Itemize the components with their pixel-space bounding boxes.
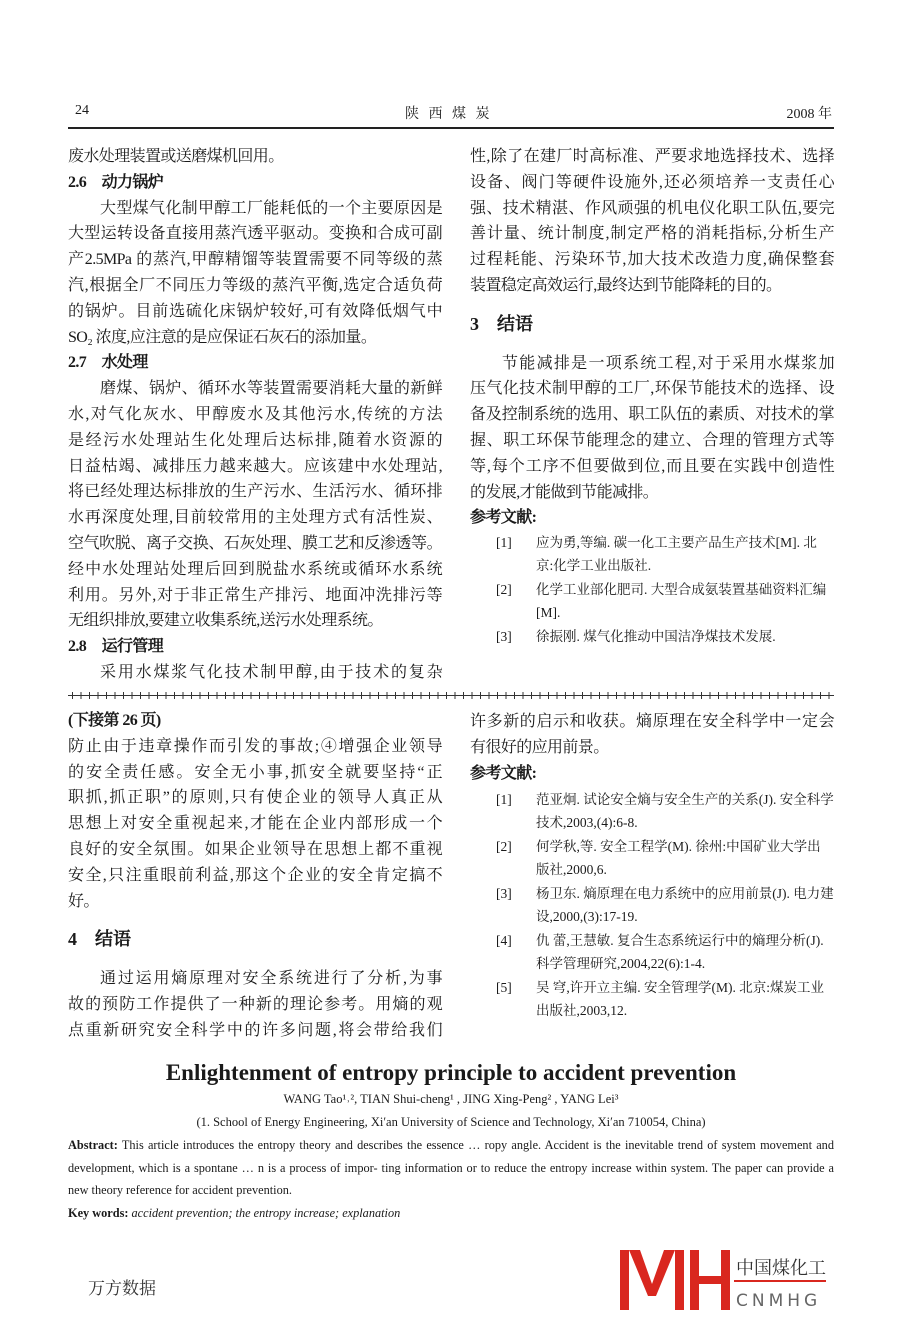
reference-text: 吴 穹,许开立主编. 安全管理学(M). 北京:煤炭工业出版社,2003,12.	[536, 980, 824, 1019]
heading-line: 2.7 水处理	[68, 354, 148, 372]
page-number: 24	[75, 103, 89, 118]
right-column-top	[470, 144, 834, 649]
text-line: 职抓,抓正职”的原则,只有使企业的领导人真正从	[68, 789, 442, 807]
reference-text: 应为勇,等编. 碳一化工主要产品生产技术[M]. 北京:化学工业出版社.	[536, 535, 817, 574]
text-line: 压气化技术制甲醇的工厂,环保节能技术的选择、设	[470, 380, 834, 398]
text-line: 等,每个工序不但要做到位,而且要在实践中创造性	[470, 457, 834, 475]
reference-number: [5]	[496, 980, 512, 996]
references-list-2	[470, 788, 834, 1022]
reference-number: [1]	[496, 792, 512, 808]
reference-item	[470, 835, 834, 881]
heading-line: 参考文献:	[470, 764, 537, 782]
text-line: 利用。另外,对于非正常生产排污、地面冲洗排污等	[68, 586, 442, 604]
left-column-bottom	[68, 708, 442, 1044]
reference-number: [3]	[496, 886, 512, 902]
reference-text: 范亚炯. 试论安全熵与安全生产的关系(J). 安全科学技术,2003,(4):6-8.	[536, 792, 834, 831]
text-line: 装置稳定高效运行,最终达到节能降耗的目的。	[470, 276, 782, 294]
keywords-text: accident prevention; the entropy increase; explanation	[131, 1206, 401, 1221]
text-line: 良好的安全氛围。如果企业领导在思想上都不重视	[68, 840, 442, 858]
right-bottom-lines	[470, 709, 834, 786]
keywords-label: Key words:	[68, 1206, 129, 1221]
abstract-text: ting information or to reduce the entropy increase within system. The paper can provide a new theory reference for accident prevention.	[68, 1160, 834, 1198]
text-line: 将已经处理达标排放的生产污水、生活污水、循环排	[68, 483, 442, 501]
reference-item	[470, 976, 834, 1022]
english-section	[68, 1058, 834, 1225]
text-line: 强、技术精湛、作风顽强的机电仪化职工队伍,要完	[470, 199, 834, 217]
text-line: 防止由于违章操作而引发的事故;④增强企业领导	[68, 737, 442, 755]
text-line: 的安全责任感。安全无小事,抓安全就要坚持“正	[68, 763, 442, 781]
text-line: 产2.5MPa 的蒸汽,甲醇精馏等装置需要不同等级的蒸	[68, 251, 442, 269]
left-bottom-lines	[68, 708, 442, 914]
reference-text: 杨卫东. 熵原理在电力系统中的应用前景(J). 电力建设,2000,(3):17-19.	[536, 886, 834, 925]
text-line: 好。	[68, 892, 99, 910]
english-authors: WANG Tao¹˒², TIAN Shui-cheng¹ , JING Xing-Peng² , YANG Lei³	[283, 1092, 619, 1106]
heading-line: 参考文献:	[470, 509, 537, 527]
journal-year: 2008 年	[786, 107, 832, 122]
text-line: SO₂ 浓度,应注意的是应保证石灰石的添加量。	[68, 328, 377, 346]
watermark-cn-text: 中国煤化工	[736, 1258, 826, 1279]
reference-text: 何学秋,等. 安全工程学(M). 徐州:中国矿业大学出版社,2000,6.	[536, 839, 821, 878]
text-line: 空气吹脱、离子交换、石灰处理、膜工艺和反渗透等。	[68, 534, 442, 552]
text-line: 通过运用熵原理对安全系统进行了分析,为事	[100, 970, 442, 988]
abstract-row: Abstract: This article introduces the entropy theory and describes the essence … ropy angle. Accident is the inevitable trend of system movement and development, which is a spontane … n is a process of impor- ting information or to reduce the entropy increase within system. The paper can provide a new theory reference for accident prevention.	[68, 1138, 834, 1198]
right-column-conclusion	[470, 351, 834, 532]
text-line: 性,除了在建厂时高标准、严要求地选择技术、选择	[470, 148, 834, 165]
text-line: 的锅炉。目前选硫化床锅炉较好,可有效降低烟气中	[68, 302, 442, 320]
text-line: 节能减排是一项系统工程,对于采用水煤浆加	[502, 354, 834, 372]
reference-item	[470, 882, 834, 928]
reference-number: [3]	[496, 629, 512, 645]
abstract-label: Abstract:	[68, 1138, 118, 1152]
reference-number: [2]	[496, 582, 512, 598]
reference-number: [4]	[496, 933, 512, 949]
reference-text: 化学工业部化肥司. 大型合成氨装置基础资料汇编[M].	[536, 582, 827, 621]
text-line: 许多新的启示和收获。熵原理在安全科学中一定会	[470, 713, 834, 730]
text-line: 采用水煤浆气化技术制甲醇,由于技术的复杂	[100, 663, 442, 681]
heading-line: 2.6 动力锅炉	[68, 173, 164, 191]
journal-name: 陕 西 煤 炭	[405, 107, 493, 122]
text-line: 废水处理装置或送磨煤机回用。	[68, 148, 284, 165]
english-title: Enlightenment of entropy principle to accident prevention	[165, 1060, 737, 1085]
reference-text: 仇 蕾,王慧敏. 复合生态系统运行中的熵理分析(J). 科学管理研究,2004,22(6):1-4.	[536, 933, 824, 972]
footer-source: 万方数据	[88, 1279, 156, 1299]
left-column-top	[68, 144, 442, 686]
abstract-text: ropy angle. Accident is	[484, 1138, 602, 1152]
text-line: 备及控制系统的选用、职工队伍的素质、对技术的掌	[470, 406, 834, 424]
header-rule	[68, 127, 834, 129]
text-line: 磨煤、锅炉、循环水等装置需要消耗大量的新鲜	[100, 380, 442, 398]
text-line: 故的预防工作提供了一种新的理论参考。用熵的观	[68, 995, 442, 1013]
cnmhg-logo-icon	[620, 1250, 830, 1312]
text-line: 大型运转设备直接用蒸汽透平驱动。变换和合成可副	[68, 225, 442, 243]
reference-item	[470, 531, 834, 577]
text-line: 安全,只注重眼前利益,那这个企业的安全肯定搞不	[68, 866, 442, 884]
section-heading-3: 3 结语	[470, 313, 533, 334]
right-top-lines	[470, 144, 834, 299]
section-heading-4: 4 结语	[68, 929, 131, 950]
keywords-row	[68, 1202, 834, 1225]
text-line: 水,对气化灰水、甲醇废水及其他污水,传统的方法	[68, 405, 442, 423]
text-line: 大型煤气化制甲醇工厂能耗低的一个主要原因是	[100, 199, 442, 217]
text-line: 的发展,才能做到节能减排。	[470, 483, 659, 501]
references-list-1	[470, 531, 834, 648]
text-line: 水再深度处理,目前较常用的主处理方式有活性炭、	[68, 509, 442, 527]
right-column-bottom	[470, 709, 834, 1023]
text-line: 思想上对安全重视起来,才能在企业内部形成一个	[68, 815, 442, 833]
reference-item	[470, 625, 834, 648]
reference-text: 徐振刚. 煤气化推动中国洁净煤技术发展.	[536, 629, 776, 645]
reference-item	[470, 788, 834, 834]
text-line: 无组织排放,要建立收集系统,送污水处理系统。	[68, 612, 383, 630]
english-affiliation: (1. School of Energy Engineering, Xi′an University of Science and Technology, Xi′an 710054, China)	[196, 1115, 706, 1129]
text-line: 是经污水处理站生化处理后达标排,随着水资源的	[68, 431, 442, 449]
text-line: 过程耗能、污染环节,加大技术改造力度,确保整套	[470, 251, 834, 269]
reference-item	[470, 929, 834, 975]
text-line: 设备、阀门等硬件设施外,还必须培养一支责任心	[470, 173, 834, 191]
abstract-text: the inevitable trend of system movement and development, which is a spontane	[68, 1138, 834, 1175]
article-separator	[68, 692, 834, 699]
abstract-text: This article introduces the entropy theory and describes the essence	[121, 1138, 464, 1152]
left-top-lines	[68, 144, 442, 686]
reference-number: [1]	[496, 535, 512, 551]
abstract-text: n is a process of impor-	[257, 1160, 378, 1175]
text-line: 善计量、统计制度,制定严格的消耗指标,分析生产	[470, 225, 834, 243]
reference-number: [2]	[496, 839, 512, 855]
heading-line: (下接第 26 页)	[68, 712, 161, 729]
text-line: 汽,根据全厂不同压力等级的蒸汽平衡,选定合适负荷	[68, 276, 442, 294]
left-column-conclusion	[68, 966, 442, 1043]
watermark-en-text: CNMHG	[736, 1291, 822, 1311]
english-abstract	[68, 1134, 834, 1225]
text-line: 点重新研究安全科学中的许多问题,将会带给我们	[68, 1021, 442, 1039]
text-line: 经中水处理站处理后回到脱盐水系统或循环水系统	[68, 560, 442, 578]
text-line: 日益枯竭、减排压力越来越大。应该建中水处理站,	[68, 457, 442, 475]
text-line: 有很好的应用前景。	[470, 738, 609, 756]
text-line: 握、职工环保节能理念的建立、合理的管理方式等	[470, 431, 834, 449]
watermark-logo	[620, 1250, 830, 1312]
reference-item	[470, 578, 834, 624]
heading-line: 2.8 运行管理	[68, 638, 164, 656]
